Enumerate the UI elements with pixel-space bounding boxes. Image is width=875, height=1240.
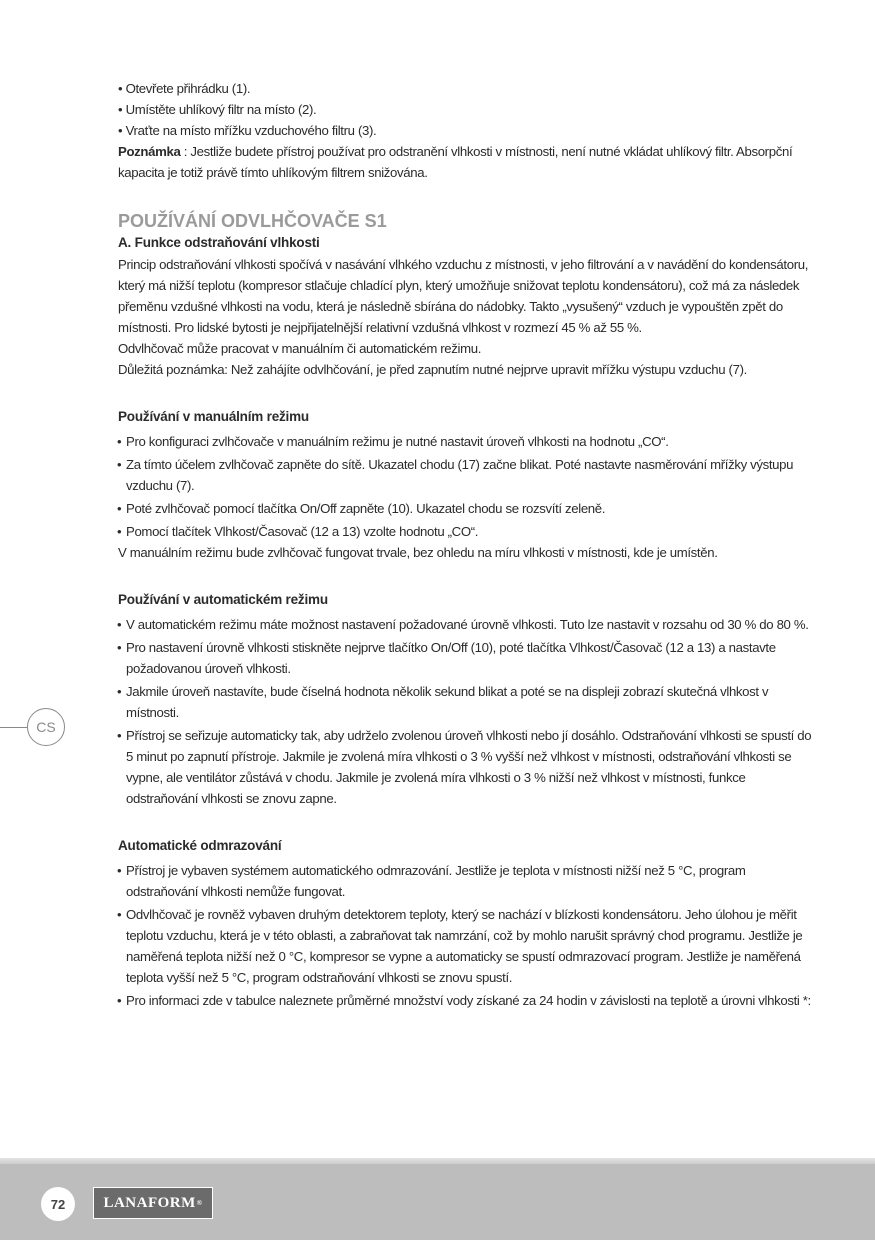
list-item: • Pro informaci zde v tabulce naleznete průměrné množství vody získané za 24 hodin v závislosti na teplotě a úrovni vlhkosti *: (118, 990, 818, 1011)
paragraph: Důležitá poznámka: Než zahájíte odvlhčování, je před zapnutím nutné nejprve upravit mřížku výstupu vzduchu (7). (118, 362, 747, 377)
page-content (118, 78, 818, 1011)
paragraph: V manuálním režimu bude zvlhčovač fungovat trvale, bez ohledu na míru vlhkosti v místnosti, kde je umístěn. (118, 545, 718, 560)
list-item: • Pomocí tlačítek Vlhkost/Časovač (12 a 13) vzolte hodnotu „CO“. (118, 521, 818, 542)
language-tab: CS (27, 708, 65, 746)
intro-bullet-list (118, 78, 818, 141)
list-item: • V automatickém režimu máte možnost nastavení požadované úrovně vlhkosti. Tuto lze nastavit v rozsahu od 30 % do 80 %. (118, 614, 818, 635)
manual-mode-heading: Používání v manuálním režimu (118, 409, 309, 424)
note-label: Poznámka (118, 144, 181, 159)
subsection-heading: A. Funkce odstraňování vlhkosti (118, 235, 320, 250)
paragraph: Princip odstraňování vlhkosti spočívá v nasávání vlhkého vzduchu z místnosti, v jeho filtrování a v navádění do kondensátoru, který má nižší teplotu (kompresor stlačuje chladící plyn, který umožňuje snižovat teplotu kondensátoru), což má za následek přeměnu vzdušné vlhkosti na vodu, která je následně sbírána do nádobky. Takto „vysušený“ vzduch je vypouštěn zpět do místnosti. Pro lidské bytosti je nejpřijatelnější relativní vzdušná vlhkost v rozmezí 45 % až 55 %. (118, 257, 809, 335)
page-number: 72 (41, 1187, 75, 1221)
list-item: • Odvlhčovač je rovněž vybaven druhým detektorem teploty, který se nachází v blízkosti kondensátoru. Jeho úlohou je měřit teplotu vzduchu, která je v této oblasti, a zabraňovat tak namrzání, což by mohlo narušit správný chod programu. Jestliže je naměřená teplota nižší než 0 °C, kompresor se vypne a automaticky se spustí odmrazovací program. Jestliže je naměřená teplota vyšší než 5 °C, program odstraňování vlhkosti se znovu spustí. (118, 904, 818, 988)
list-item: • Pro nastavení úrovně vlhkosti stiskněte nejprve tlačítko On/Off (10), poté tlačítka Vlhkost/Časovač (12 a 13) a nastavte požadovanou úroveň vlhkosti. (118, 637, 818, 679)
note-paragraph (118, 141, 818, 183)
list-item: • Pro konfiguraci zvlhčovače v manuálním režimu je nutné nastavit úroveň vlhkosti na hodnotu „CO“. (118, 431, 818, 452)
list-item: • Přístroj se seřizuje automaticky tak, aby udrželo zvolenou úroveň vlhkosti nebo jí dosáhlo. Odstraňování vlhkosti se spustí do 5 minut po zapnutí přístroje. Jakmile je zvolená míra vlhkosti o 3 % vyšší než vlhkost v místnosti, odstraňování vlhkosti se vypne, ale ventilátor zůstává v chodu. Jakmile je zvolená míra vlhkosti o 3 % nižší než vlhkost v místnosti, funkce odstraňování vlhkosti se znovu zapne. (118, 725, 818, 809)
language-tab-line (0, 727, 28, 728)
paragraph: Odvlhčovač může pracovat v manuálním či automatickém režimu. (118, 341, 482, 356)
intro-bullet: • Otevřete přihrádku (1). (118, 81, 251, 96)
intro-bullet: • Vraťte na místo mřížku vzduchového filtru (3). (118, 123, 377, 138)
automatic-mode-heading: Používání v automatickém režimu (118, 592, 328, 607)
defrost-heading: Automatické odmrazování (118, 838, 282, 853)
section-title: POUŽÍVÁNÍ ODVLHČOVAČE S1 (118, 211, 387, 231)
list-item: • Za tímto účelem zvlhčovač zapněte do sítě. Ukazatel chodu (17) začne blikat. Poté nastavte nasměrování mřížky výstupu vzduchu (7). (118, 454, 818, 496)
brand-name: LANAFORM (103, 1194, 196, 1211)
list-item: • Přístroj je vybaven systémem automatického odmrazování. Jestliže je teplota v místnosti nižší než 5 °C, program odstraňování vlhkosti nemůže fungovat. (118, 860, 818, 902)
list-item: • Poté zvlhčovač pomocí tlačítka On/Off zapněte (10). Ukazatel chodu se rozsvítí zeleně. (118, 498, 818, 519)
intro-bullet: • Umístěte uhlíkový filtr na místo (2). (118, 102, 317, 117)
brand-registered-mark: ® (196, 1199, 203, 1207)
brand-logo (93, 1187, 213, 1219)
list-item: • Jakmile úroveň nastavíte, bude číselná hodnota několik sekund blikat a poté se na displeji zobrazí skutečná vlhkost v místnosti. (118, 681, 818, 723)
note-text: : Jestliže budete přístroj používat pro odstranění vlhkosti v místnosti, není nutné vkládat uhlíkový filtr. Absorpční kapacita je totiž právě tímto uhlíkovým filtrem snižována. (118, 144, 793, 180)
